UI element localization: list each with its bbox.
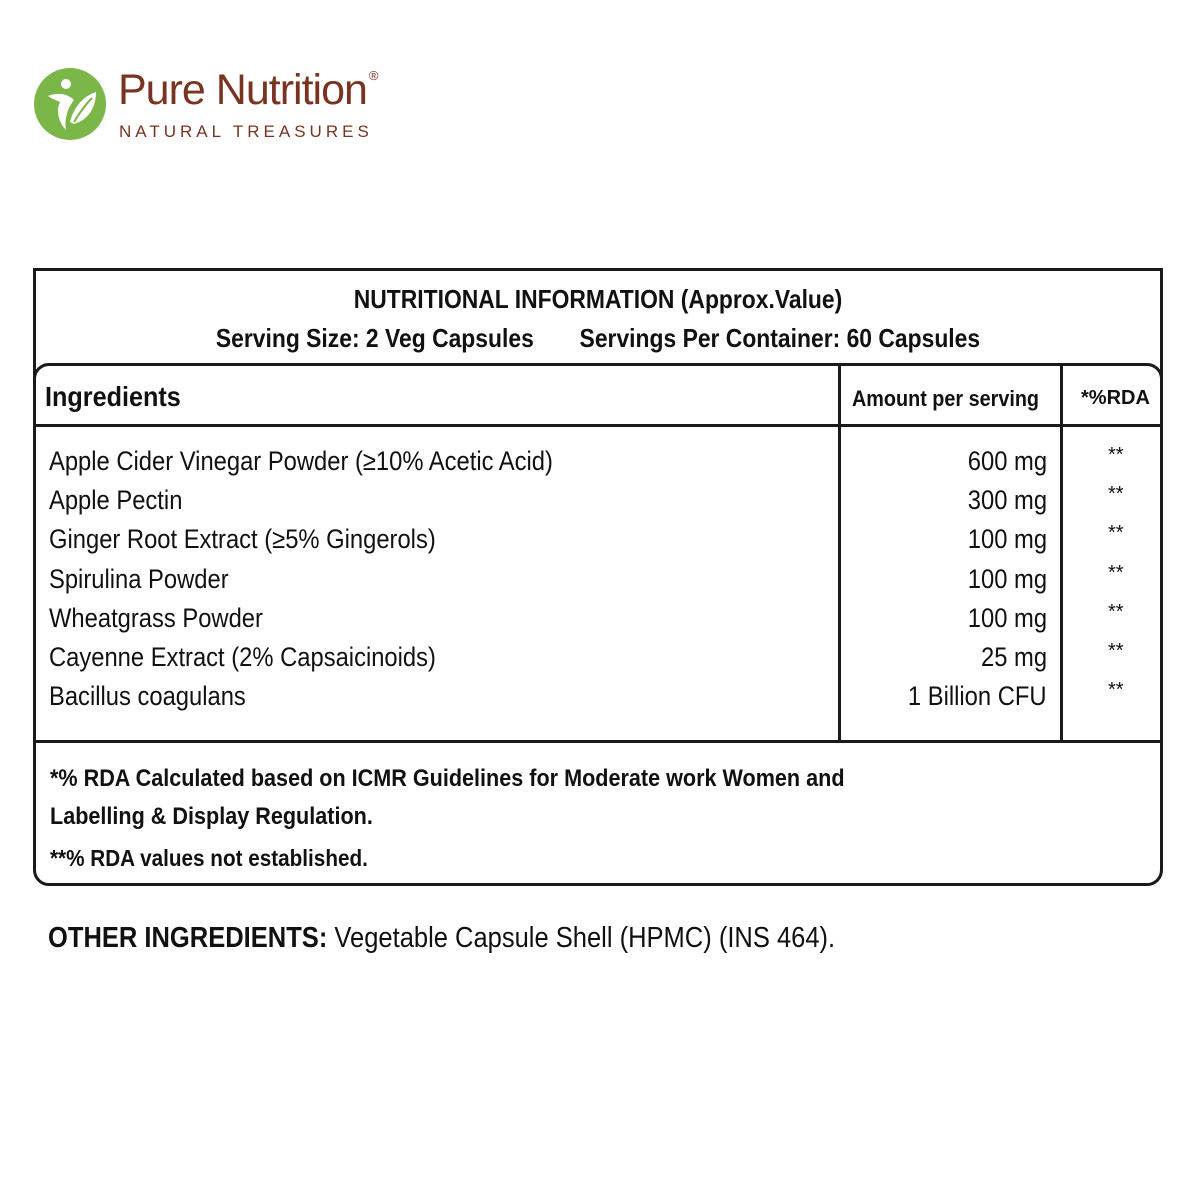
ingredient-rda: **: [1108, 562, 1124, 584]
serving-info: [103, 323, 1092, 354]
brand-tagline: NATURAL TREASURES: [119, 122, 373, 141]
brand-logo: [34, 62, 434, 152]
column-header-ingredients: Ingredients: [45, 381, 181, 412]
ingredient-amount: 300 mg: [967, 485, 1047, 515]
other-ingredients-label: OTHER INGREDIENTS:: [48, 922, 328, 954]
ingredient-rda: **: [1108, 483, 1124, 505]
ingredient-rda: **: [1108, 522, 1124, 544]
other-ingredients: [48, 922, 835, 955]
panel-title: NUTRITIONAL INFORMATION (Approx.Value): [353, 284, 843, 314]
ingredients-table: [33, 363, 1163, 743]
rda-footnote-line-1: *% RDA Calculated based on ICMR Guidelines for Moderate work Women and: [50, 765, 845, 792]
ingredient-amount: 600 mg: [967, 446, 1047, 476]
ingredient-amount: 100 mg: [967, 603, 1047, 633]
rda-not-established-note: **% RDA values not established.: [50, 845, 368, 871]
registered-mark: ®: [368, 68, 378, 83]
table-row: [36, 642, 1160, 682]
table-row: [36, 603, 1160, 643]
table-row: [36, 564, 1160, 604]
ingredient-rda: **: [1108, 679, 1124, 701]
table-row: [36, 524, 1160, 564]
ingredient-amount: 1 Billion CFU: [908, 681, 1047, 711]
serving-size: Serving Size: 2 Veg Capsules: [215, 323, 534, 353]
ingredient-name: Wheatgrass Powder: [49, 603, 263, 633]
ingredient-rda: **: [1108, 640, 1124, 662]
ingredient-name: Bacillus coagulans: [49, 681, 246, 711]
ingredient-name: Apple Pectin: [49, 485, 183, 515]
ingredient-name: Spirulina Powder: [49, 564, 229, 594]
ingredient-amount: 100 mg: [967, 524, 1047, 554]
servings-per-container: Servings Per Container: 60 Capsules: [579, 323, 981, 353]
column-header-amount: Amount per serving: [852, 386, 1040, 411]
brand-name: Pure Nutrition ®: [118, 66, 378, 114]
rda-footnote-line-2: Labelling & Display Regulation.: [50, 803, 373, 830]
table-row: [36, 485, 1160, 525]
header-divider: [36, 424, 1160, 427]
leaf-figure-icon: [34, 62, 108, 144]
ingredient-name: Cayenne Extract (2% Capsaicinoids): [49, 642, 436, 672]
table-row: [36, 681, 1160, 721]
nutrition-panel: [33, 268, 1163, 886]
ingredient-amount: 100 mg: [967, 564, 1047, 594]
ingredient-rda: **: [1108, 444, 1124, 466]
column-header-rda: *%RDA: [1081, 387, 1150, 409]
ingredient-name: Apple Cider Vinegar Powder (≥10% Acetic Acid): [49, 446, 553, 476]
ingredient-rda: **: [1108, 601, 1124, 623]
ingredient-name: Ginger Root Extract (≥5% Gingerols): [49, 524, 436, 554]
ingredient-amount: 25 mg: [980, 642, 1047, 672]
other-ingredients-text: Vegetable Capsule Shell (HPMC) (INS 464).: [327, 922, 836, 954]
table-row: [36, 446, 1160, 486]
panel-header: [36, 271, 1160, 366]
